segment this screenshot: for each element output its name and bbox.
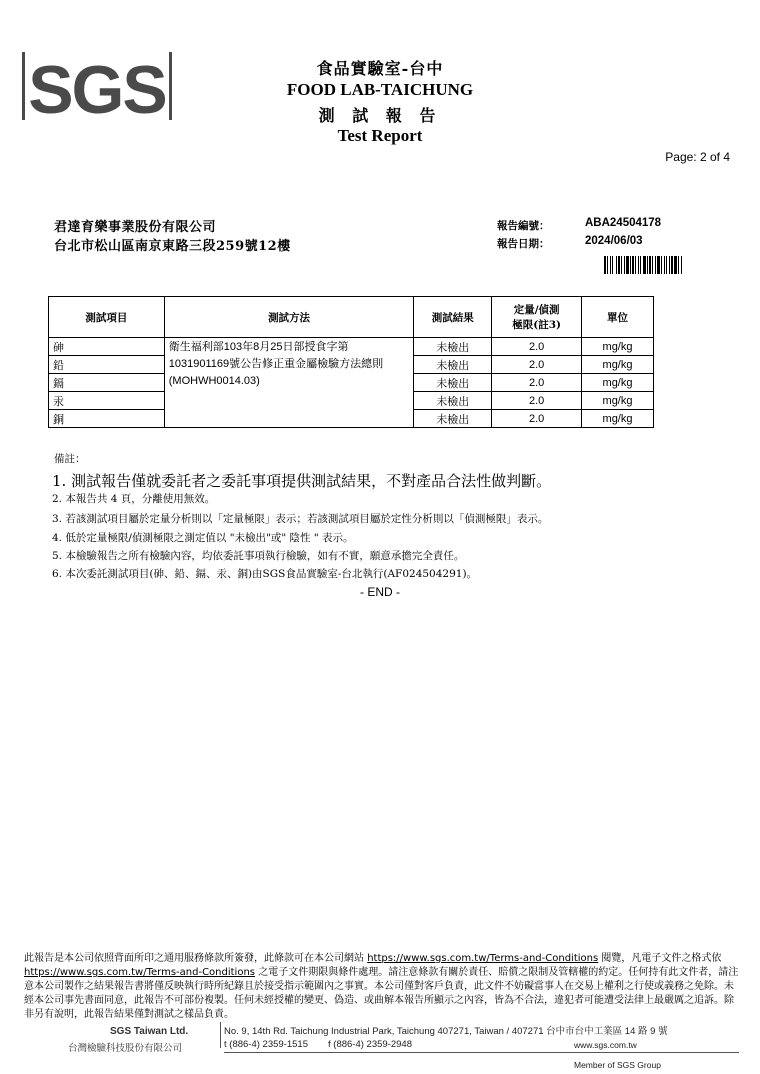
client-address: 台北市松山區南京東路三段259號12樓	[54, 239, 291, 254]
notes-title: 備註：	[54, 453, 86, 465]
barcode-bar	[604, 256, 606, 274]
cell-result: 未檢出	[414, 392, 492, 410]
barcode	[604, 256, 712, 274]
method-line: 衛生福利部103年8月25日部授食字第	[168, 341, 349, 353]
footer-address: No. 9, 14th Rd. Taichung Industrial Park, Taichung 407271, Taiwan / 407271 台中市台中工業區 14 路 9 號	[224, 1026, 668, 1037]
terms-link[interactable]: https://www.sgs.com.tw/Terms-and-Conditions	[367, 953, 599, 964]
header-limit-line2: 極限(註3)	[512, 319, 561, 331]
footer-company-zh: 台灣檢驗科技股份有限公司	[68, 1043, 183, 1054]
barcode-bar	[616, 256, 617, 274]
note-item: 5. 本檢驗報告之所有檢驗內容，均依委託事項執行檢驗，如有不實，願意承擔完全責任。	[52, 550, 465, 562]
terms-link[interactable]: https://www.sgs.com.tw/Terms-and-Conditions	[24, 967, 256, 978]
barcode-bar	[664, 256, 665, 274]
footer-company-en: SGS Taiwan Ltd.	[110, 1026, 189, 1037]
lab-name-zh: 食品實驗室-台中	[316, 59, 444, 78]
report-title-en: Test Report	[337, 126, 423, 145]
legal-disclaimer	[24, 952, 742, 1022]
report-number-value: ABA24504178	[585, 217, 662, 229]
barcode-bar	[661, 256, 662, 274]
barcode-bar	[612, 256, 613, 274]
cell-unit: mg/kg	[582, 392, 654, 410]
barcode-bar	[626, 256, 629, 274]
page-number: Page: 2 of 4	[665, 150, 730, 164]
barcode-bar	[674, 256, 677, 274]
cell-result: 未檢出	[414, 356, 492, 374]
client-name: 君達育樂事業股份有限公司	[54, 220, 217, 235]
cell-item: 鉛	[49, 356, 165, 374]
barcode-bar	[630, 256, 631, 274]
cell-item: 汞	[49, 392, 165, 410]
barcode-bar	[657, 256, 660, 274]
cell-unit: mg/kg	[582, 338, 654, 356]
barcode-bar	[649, 256, 651, 274]
cell-limit: 2.0	[492, 374, 582, 392]
barcode-bar	[638, 256, 639, 274]
cell-limit: 2.0	[492, 356, 582, 374]
cell-limit: 2.0	[492, 392, 582, 410]
note-item: 4. 低於定量極限/偵測極限之測定值以 "未檢出"或" 陰性 " 表示。	[52, 532, 354, 544]
table-row	[49, 338, 654, 356]
note-item: 6. 本次委託測試項目(砷、鉛、鎘、汞、銅)由SGS食品實驗室-台北執行(AF024504291)。	[52, 568, 478, 580]
footer-member: Member of SGS Group	[574, 1060, 661, 1070]
barcode-bar	[652, 256, 653, 274]
method-line: 1031901169號公告修正重金屬檢驗方法總則	[168, 358, 384, 370]
disclaimer-text: 此報告是本公司依照背面所印之通用服務條款所簽發，此條款可在本公司網站	[24, 953, 364, 964]
barcode-bar	[655, 256, 656, 274]
cell-unit: mg/kg	[582, 374, 654, 392]
cell-item: 鎘	[49, 374, 165, 392]
table-header-row	[49, 297, 654, 338]
header-unit: 單位	[582, 297, 654, 338]
header-item: 測試項目	[49, 297, 165, 338]
barcode-bar	[681, 256, 682, 274]
header-method: 測試方法	[164, 297, 414, 338]
report-number-label: 報告編號：	[497, 220, 550, 232]
note-item: 2. 本報告共 4 頁，分離使用無效。	[52, 493, 216, 505]
report-date-value: 2024/06/03	[585, 235, 643, 247]
barcode-bar	[621, 256, 622, 274]
header-result: 測試結果	[414, 297, 492, 338]
footer-website: www.sgs.com.tw	[574, 1040, 637, 1050]
barcode-bar	[671, 256, 673, 274]
lab-name-en: FOOD LAB-TAICHUNG	[286, 80, 474, 99]
barcode-bar	[647, 256, 648, 274]
barcode-bar	[618, 256, 620, 274]
report-date-label: 報告日期：	[497, 238, 550, 250]
header-limit-line1: 定量/偵測	[513, 304, 560, 316]
cell-item: 砷	[49, 338, 165, 356]
barcode-bar	[624, 256, 625, 274]
footer-rule	[224, 1052, 739, 1053]
end-marker: - END -	[360, 585, 400, 599]
cell-limit: 2.0	[492, 338, 582, 356]
footer-tel: t (886-4) 2359-1515	[224, 1039, 308, 1050]
method-line: (MOHWH0014.03)	[168, 375, 260, 387]
cell-method	[164, 338, 414, 428]
note-item: 1. 測試報告僅就委託者之委託事項提供測試結果，不對產品合法性做判斷。	[52, 472, 552, 490]
cell-limit: 2.0	[492, 410, 582, 428]
note-item: 3. 若該測試項目屬於定量分析則以「定量極限」表示；若該測試項目屬於定性分析則以「偵測極限」表示。	[52, 513, 549, 525]
disclaimer-text: 閱覽，凡電子文件之格式依	[601, 953, 722, 964]
barcode-bar	[640, 256, 641, 274]
disclaimer-text: 之電子文件期限與條件處理。請注意條款有關於責任、賠償之限制及管轄權的約定。任何持有此文件者，請注意本公司製作之結果報告書將僅反映執行時所紀錄且於接受指示範圍內之事實。本公司僅對客戶負責，此文件不妨礙當事人在交易上權利之行使或義務之免除。未經本公司事先書面同意，此報告不可部份複製。任何未經授權的變更、偽造、或曲解本報告所顯示之內容，皆為不合法，違犯者可能遭受法律上最嚴厲之追訴。除非另有說明，此報告結果僅對測試之樣品負責。	[24, 967, 739, 1020]
barcode-bar	[610, 256, 611, 274]
cell-result: 未檢出	[414, 338, 492, 356]
barcode-bar	[632, 256, 634, 274]
barcode-bar	[643, 256, 646, 274]
barcode-bar	[666, 256, 667, 274]
barcode-bar	[678, 256, 679, 274]
barcode-bar	[607, 256, 608, 274]
footer-fax: f (886-4) 2359-2948	[328, 1039, 412, 1050]
cell-result: 未檢出	[414, 410, 492, 428]
header-limit	[492, 297, 582, 338]
results-table	[48, 296, 654, 428]
cell-item: 銅	[49, 410, 165, 428]
cell-result: 未檢出	[414, 374, 492, 392]
barcode-bar	[635, 256, 636, 274]
cell-unit: mg/kg	[582, 410, 654, 428]
report-title-zh: 測 試 報 告	[318, 106, 442, 125]
cell-unit: mg/kg	[582, 356, 654, 374]
barcode-bar	[669, 256, 670, 274]
footer-divider	[220, 1022, 221, 1048]
logo-text: SGS	[28, 52, 166, 122]
